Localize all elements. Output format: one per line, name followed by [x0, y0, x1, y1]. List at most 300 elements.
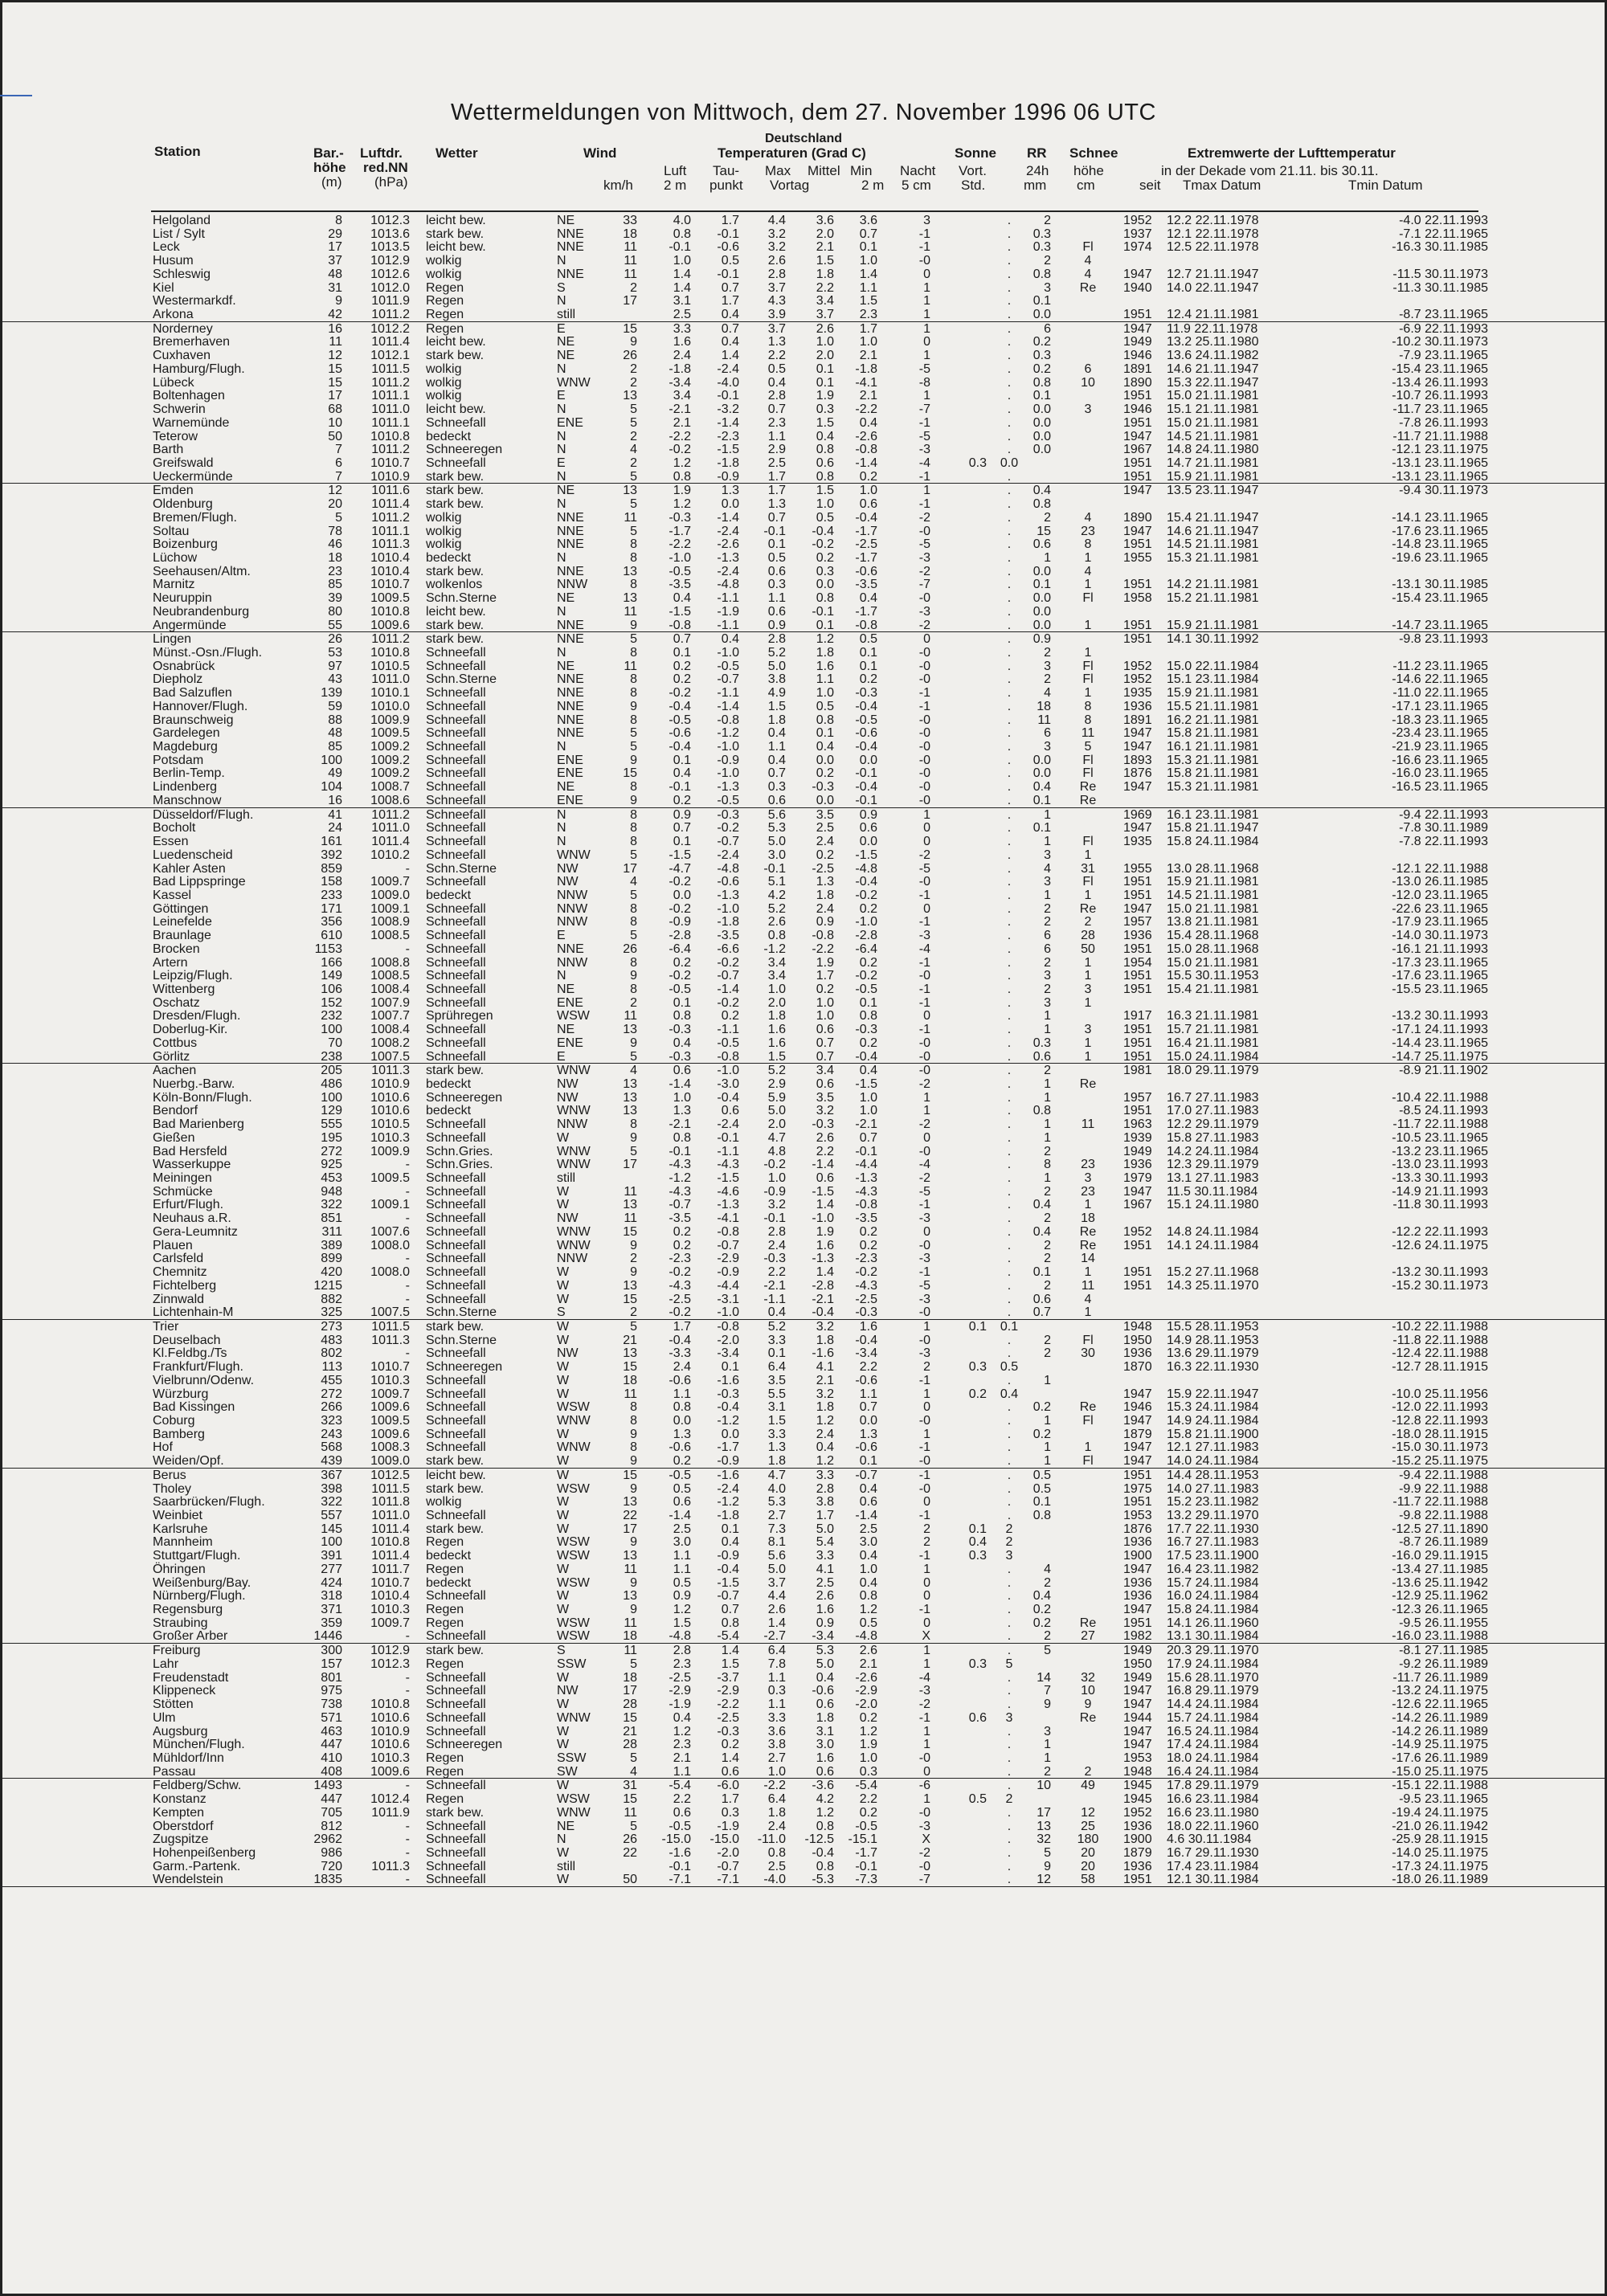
- cell-rain-1: .: [1007, 1684, 1012, 1698]
- cell-record-since: 1945: [1123, 1792, 1152, 1807]
- cell-pressure: 1011.2: [371, 807, 410, 822]
- cell-height: 157: [321, 1657, 342, 1671]
- cell-rain-2: 1: [1044, 550, 1051, 565]
- cell-wind-speed: 11: [624, 1616, 637, 1630]
- cell-record-since: 1935: [1123, 835, 1152, 849]
- cell-weather: wolkig: [426, 375, 462, 390]
- cell-record-tmin: -15.2 30.11.1973: [1392, 1278, 1488, 1293]
- cell-wind-speed: 5: [630, 497, 637, 512]
- cell-record-tmax: 13.8 21.11.1981: [1167, 915, 1259, 929]
- cell-rain-2: 0.0: [1032, 415, 1051, 430]
- cell-pressure: 1012.3: [370, 214, 410, 227]
- table-row: [0, 240, 1607, 254]
- cell-wind-speed: 33: [623, 214, 637, 227]
- cell-temp-max: 7.3: [767, 1522, 786, 1536]
- cell-pressure: 1007.6: [370, 1224, 410, 1239]
- cell-record-tmin: -8.7 23.11.1965: [1399, 308, 1488, 322]
- cell-weather: Regen: [426, 1751, 464, 1765]
- cell-pressure: 1011.2: [371, 308, 410, 322]
- cell-snow-depth: 1: [1084, 1265, 1092, 1280]
- cell-wind-dir: WNW: [557, 1413, 591, 1428]
- cell-wind-speed: 8: [630, 578, 637, 592]
- cell-temp-mean: 0.2: [816, 848, 834, 862]
- cell-station: Seehausen/Altm.: [153, 564, 251, 578]
- cell-height: 705: [321, 1805, 342, 1820]
- cell-temp-max: 0.9: [767, 618, 786, 632]
- cell-temp-mean: -2.8: [812, 1278, 834, 1293]
- cell-pressure: 1011.4: [371, 497, 410, 512]
- cell-temp-mean: 1.2: [816, 632, 834, 647]
- cell-dewpoint: -1.4: [717, 982, 739, 996]
- cell-rain-1: .: [1007, 537, 1012, 552]
- cell-rain-2: 2: [1044, 1064, 1051, 1078]
- cell-snow-depth: 4: [1084, 564, 1092, 578]
- cell-temp-night: -2: [918, 1117, 930, 1132]
- cell-record-since: 1947: [1123, 267, 1152, 281]
- cell-record-since: 1936: [1123, 1346, 1152, 1361]
- cell-station: Magdeburg: [153, 740, 218, 754]
- cell-height: 408: [321, 1764, 342, 1779]
- col-kmh: km/h: [603, 178, 633, 193]
- cell-wind-speed: 8: [630, 915, 637, 929]
- cell-wind-dir: NNW: [557, 1117, 588, 1132]
- table-row: [0, 821, 1607, 835]
- cell-rain-2: 1: [1044, 888, 1051, 902]
- cell-snow-depth: 4: [1084, 510, 1092, 525]
- cell-record-since: 1891: [1123, 713, 1152, 727]
- cell-temp-air: -0.2: [669, 443, 691, 457]
- cell-temp-max: 0.5: [767, 362, 786, 376]
- cell-wind-dir: NNW: [557, 955, 588, 970]
- cell-temp-mean: -1.0: [812, 1211, 834, 1226]
- cell-wind-dir: NW: [557, 1346, 579, 1361]
- cell-station: Düsseldorf/Flugh.: [153, 807, 254, 822]
- cell-wind-speed: 13: [623, 1198, 637, 1212]
- cell-temp-min: -0.4: [855, 510, 877, 525]
- cell-record-tmax: 12.2 29.11.1979: [1167, 1117, 1259, 1132]
- cell-height: 1446: [313, 1629, 342, 1644]
- cell-height: 948: [321, 1184, 342, 1199]
- table-row: [0, 511, 1607, 525]
- cell-station: Wendelstein: [153, 1873, 223, 1887]
- cell-temp-min: -0.6: [855, 1373, 877, 1387]
- cell-height: 139: [321, 686, 342, 701]
- cell-record-tmax: 13.2 25.11.1980: [1167, 335, 1259, 349]
- cell-temp-air: -0.3: [669, 510, 691, 525]
- cell-weather: Schneefall: [426, 1629, 486, 1644]
- table-row: [0, 214, 1607, 227]
- cell-weather: wolkig: [426, 389, 462, 403]
- cell-temp-min: -1.4: [855, 1509, 877, 1522]
- cell-wind-dir: W: [557, 1265, 570, 1280]
- cell-temp-night: 0: [923, 1130, 930, 1145]
- cell-rain-2: 13: [1037, 1819, 1051, 1833]
- cell-snow-depth: 14: [1081, 1252, 1095, 1266]
- cell-wind-dir: W: [557, 1333, 570, 1347]
- cell-height: 41: [328, 807, 342, 822]
- cell-pressure: -: [405, 861, 410, 876]
- cell-record-tmin: -9.4 22.11.1993: [1399, 807, 1488, 822]
- cell-temp-mean: 0.4: [816, 740, 834, 754]
- cell-record-tmax: 15.0 28.11.1968: [1167, 942, 1259, 956]
- cell-rain-1: 2: [1005, 1522, 1013, 1536]
- table-row: [0, 766, 1607, 780]
- cell-temp-min: 1.2: [859, 1724, 877, 1738]
- cell-temp-min: 0.7: [859, 227, 877, 241]
- cell-record-since: 1946: [1123, 349, 1152, 363]
- cell-record-tmin: -11.8 22.11.1988: [1392, 1333, 1488, 1347]
- cell-record-since: 1949: [1123, 1670, 1152, 1685]
- cell-weather: Schneefall: [426, 1509, 486, 1522]
- table-row: [0, 1279, 1607, 1293]
- cell-temp-air: 1.6: [673, 335, 691, 349]
- cell-temp-night: -3: [918, 1819, 930, 1833]
- cell-temp-mean: 0.7: [816, 1036, 834, 1050]
- table-row: [0, 281, 1607, 295]
- cell-pressure: 1009.2: [370, 740, 410, 754]
- col-wetter: Wetter: [435, 145, 478, 161]
- cell-height: 46: [328, 537, 342, 552]
- cell-weather: leicht bew.: [426, 604, 486, 619]
- cell-temp-max: 2.4: [767, 1819, 786, 1833]
- cell-height: 20: [328, 497, 342, 512]
- cell-temp-max: 5.3: [767, 1495, 786, 1510]
- cell-wind-speed: 13: [623, 1104, 637, 1118]
- cell-temp-max: 1.7: [767, 484, 786, 498]
- cell-temp-mean: 0.5: [816, 699, 834, 713]
- cell-wind-dir: NNW: [557, 578, 588, 592]
- cell-snow-depth: 5: [1084, 740, 1092, 754]
- cell-temp-night: -1: [918, 415, 930, 430]
- cell-temp-mean: 0.6: [816, 1764, 834, 1779]
- cell-temp-max: 4.4: [767, 1589, 786, 1604]
- cell-rain-2: 2: [1044, 1764, 1051, 1779]
- cell-weather: Schneefall: [426, 686, 486, 701]
- cell-wind-speed: 50: [623, 1873, 637, 1887]
- cell-height: 812: [321, 1819, 342, 1833]
- cell-record-tmax: 16.7 27.11.1983: [1167, 1535, 1259, 1550]
- cell-height: 486: [321, 1077, 342, 1091]
- cell-snow-depth: 4: [1084, 254, 1092, 268]
- cell-temp-max: 6.4: [767, 1792, 786, 1807]
- cell-temp-max: -1.1: [763, 1292, 786, 1306]
- cell-temp-night: -7: [918, 1873, 930, 1887]
- cell-temp-air: -1.2: [669, 1171, 691, 1186]
- cell-temp-air: 2.3: [673, 1738, 691, 1752]
- cell-height: 420: [321, 1265, 342, 1280]
- cell-rain-1: .: [1007, 429, 1012, 443]
- table-row: [0, 1589, 1607, 1603]
- cell-temp-max: -0.1: [763, 524, 786, 538]
- cell-temp-min: 0.9: [859, 807, 877, 822]
- cell-station: Schwerin: [153, 402, 206, 417]
- cell-record-tmin: -13.0 23.11.1993: [1392, 1158, 1488, 1172]
- cell-pressure: -: [405, 1292, 410, 1306]
- cell-temp-night: -1: [918, 497, 930, 512]
- cell-record-tmax: 15.8 21.11.1981: [1167, 766, 1259, 781]
- cell-rain-1: .: [1007, 604, 1012, 619]
- cell-temp-min: -4.3: [855, 1184, 877, 1199]
- cell-record-tmax: 12.7 21.11.1947: [1167, 267, 1259, 281]
- cell-temp-air: 0.4: [673, 591, 691, 606]
- cell-temp-air: -0.6: [669, 1373, 691, 1387]
- col-schnee-1: Schnee: [1069, 145, 1118, 161]
- cell-record-tmax: 15.4 21.11.1981: [1167, 982, 1259, 996]
- cell-temp-max: 2.2: [767, 349, 786, 363]
- cell-weather: stark bew.: [426, 1805, 485, 1820]
- cell-temp-max: 5.2: [767, 1319, 786, 1334]
- cell-temp-mean: 0.7: [816, 1049, 834, 1064]
- cell-height: 801: [321, 1670, 342, 1685]
- table-row: [0, 1265, 1607, 1279]
- cell-record-tmax: 12.5 22.11.1978: [1167, 240, 1259, 255]
- table-row: [0, 1603, 1607, 1616]
- cell-record-since: 1951: [1123, 456, 1152, 470]
- cell-pressure: 1009.0: [370, 888, 410, 902]
- cell-station: Köln-Bonn/Flugh.: [153, 1090, 252, 1105]
- cell-height: 300: [321, 1644, 342, 1658]
- cell-rain-1: .: [1007, 240, 1012, 255]
- cell-record-tmin: -11.7 22.11.1988: [1392, 1495, 1488, 1510]
- cell-record-tmax: 15.8 24.11.1984: [1167, 835, 1259, 849]
- cell-temp-max: 5.0: [767, 1562, 786, 1576]
- cell-rain-2: 3: [1044, 848, 1051, 862]
- cell-dewpoint: -2.3: [717, 429, 739, 443]
- cell-wind-dir: WSW: [557, 1629, 590, 1644]
- table-row: [0, 1346, 1607, 1360]
- cell-weather: Schneefall: [426, 995, 486, 1010]
- cell-record-since: 1951: [1123, 578, 1152, 592]
- cell-snow-depth: 3: [1084, 982, 1092, 996]
- cell-dewpoint: -1.3: [717, 1198, 739, 1212]
- cell-height: 97: [328, 659, 342, 673]
- cell-record-tmax: 16.7 27.11.1983: [1167, 1090, 1259, 1105]
- cell-dewpoint: 0.8: [721, 1616, 739, 1630]
- cell-temp-night: -0: [918, 1805, 930, 1820]
- cell-record-since: 1936: [1123, 1158, 1152, 1172]
- cell-station: Chemnitz: [153, 1265, 207, 1280]
- cell-temp-min: -5.4: [855, 1779, 877, 1793]
- cell-record-tmax: 16.1 23.11.1981: [1167, 807, 1259, 822]
- cell-temp-min: 0.1: [859, 995, 877, 1010]
- cell-rain-2: 0.1: [1032, 389, 1051, 403]
- cell-temp-mean: 1.0: [816, 686, 834, 701]
- cell-weather: Schneeregen: [426, 443, 503, 457]
- cell-station: Bocholt: [153, 821, 196, 835]
- cell-wind-dir: NNE: [557, 510, 584, 525]
- cell-record-since: 1950: [1123, 1657, 1152, 1671]
- cell-dewpoint: 1.7: [721, 214, 739, 227]
- cell-rain-1: .: [1007, 1454, 1012, 1469]
- cell-rain-1: .: [1007, 1724, 1012, 1738]
- cell-temp-night: 1: [923, 484, 930, 498]
- cell-rain-1: .: [1007, 469, 1012, 484]
- cell-temp-air: -0.5: [669, 713, 691, 727]
- cell-wind-speed: 17: [623, 294, 637, 308]
- cell-temp-mean: 1.9: [816, 955, 834, 970]
- cell-temp-night: -1: [918, 1265, 930, 1280]
- cell-station: Coburg: [153, 1413, 195, 1428]
- cell-temp-min: -2.0: [855, 1697, 877, 1712]
- cell-record-tmax: 15.8 21.11.1900: [1167, 1427, 1259, 1441]
- cell-temp-min: -2.6: [855, 1670, 877, 1685]
- cell-temp-night: -1: [918, 699, 930, 713]
- cell-temp-mean: -3.6: [812, 1779, 834, 1793]
- cell-wind-dir: ENE: [557, 415, 583, 430]
- cell-temp-min: 0.2: [859, 1036, 877, 1050]
- cell-rain-1: 3: [1005, 1710, 1013, 1725]
- cell-temp-night: -0: [918, 766, 930, 781]
- cell-station: Klippeneck: [153, 1684, 216, 1698]
- cell-rain-1: 2: [1005, 1792, 1013, 1807]
- cell-dewpoint: -1.2: [717, 726, 739, 741]
- cell-weather: leicht bew.: [426, 240, 486, 255]
- cell-temp-air: -0.2: [669, 1265, 691, 1280]
- cell-weather: stark bew.: [426, 484, 485, 498]
- cell-record-tmin: -21.9 23.11.1965: [1392, 740, 1488, 754]
- cell-rain-1: 0.5: [1000, 1360, 1019, 1375]
- cell-temp-air: -0.5: [669, 1468, 691, 1482]
- cell-dewpoint: -1.0: [717, 1305, 739, 1320]
- cell-weather: Schn.Sterne: [426, 861, 497, 876]
- cell-pressure: 1011.5: [371, 362, 410, 376]
- cell-temp-air: 1.7: [673, 1319, 691, 1334]
- cell-height: 15: [328, 375, 342, 390]
- cell-temp-air: 3.0: [673, 1535, 691, 1550]
- cell-temp-min: -0.2: [855, 888, 877, 902]
- cell-temp-max: 1.4: [767, 1616, 786, 1630]
- cell-wind-dir: N: [557, 835, 566, 849]
- cell-weather: Schneefall: [426, 835, 486, 849]
- cell-height: 322: [321, 1495, 342, 1510]
- cell-record-tmax: 15.2 23.11.1982: [1167, 1495, 1259, 1510]
- cell-temp-night: -3: [918, 1346, 930, 1361]
- cell-record-tmin: -12.9 25.11.1962: [1392, 1589, 1488, 1604]
- cell-height: 975: [321, 1684, 342, 1698]
- cell-record-tmin: -9.8 23.11.1993: [1399, 632, 1488, 647]
- table-row: [0, 1549, 1607, 1563]
- cell-pressure: -: [405, 1184, 410, 1199]
- cell-pressure: 1011.3: [371, 537, 410, 552]
- cell-pressure: 1009.6: [370, 1427, 410, 1441]
- cell-record-since: 1951: [1123, 1036, 1152, 1050]
- cell-temp-air: 1.2: [673, 497, 691, 512]
- cell-temp-mean: 0.6: [816, 1697, 834, 1712]
- cell-snow-depth: 1: [1084, 550, 1092, 565]
- cell-station: Lübeck: [153, 375, 194, 390]
- cell-wind-speed: 26: [623, 349, 637, 363]
- cell-rain-2: 1: [1044, 1440, 1051, 1455]
- cell-record-since: 1937: [1123, 227, 1152, 241]
- cell-dewpoint: -3.0: [717, 1077, 739, 1091]
- cell-temp-max: 0.6: [767, 604, 786, 619]
- cell-record-tmin: -11.7 21.11.1988: [1392, 429, 1488, 443]
- cell-wind-speed: 5: [630, 848, 637, 862]
- cell-temp-max: 3.8: [767, 672, 786, 687]
- cell-record-tmin: -12.7 28.11.1915: [1392, 1360, 1488, 1375]
- cell-dewpoint: -6.6: [717, 942, 739, 956]
- cell-wind-dir: NNE: [557, 227, 584, 241]
- cell-station: Soltau: [153, 524, 190, 538]
- cell-station: Barth: [153, 443, 184, 457]
- cell-temp-min: -0.1: [855, 766, 877, 781]
- cell-dewpoint: 0.7: [721, 1603, 739, 1617]
- cell-temp-max: 3.3: [767, 1710, 786, 1725]
- cell-temp-max: 5.2: [767, 1064, 786, 1078]
- cell-rain-1: .: [1007, 402, 1012, 417]
- cell-rain-2: 3: [1044, 280, 1051, 295]
- cell-temp-air: -7.1: [669, 1873, 691, 1887]
- cell-pressure: 1009.6: [370, 1400, 410, 1415]
- cell-temp-mean: -2.5: [812, 861, 834, 876]
- table-row: [0, 1684, 1607, 1697]
- cell-temp-mean: 0.9: [816, 1616, 834, 1630]
- cell-rain-2: 1: [1044, 1130, 1051, 1145]
- cell-wind-speed: 5: [630, 632, 637, 647]
- cell-rain-1: .: [1007, 1603, 1012, 1617]
- cell-temp-mean: 3.5: [816, 807, 834, 822]
- cell-weather: Schneefall: [426, 713, 486, 727]
- cell-temp-air: 0.9: [673, 807, 691, 822]
- cell-temp-night: -0: [918, 1413, 930, 1428]
- cell-height: 447: [321, 1792, 342, 1807]
- cell-wind-dir: E: [557, 321, 566, 336]
- cell-dewpoint: -1.8: [717, 1509, 739, 1522]
- table-row: [0, 254, 1607, 268]
- table-row: [0, 1050, 1607, 1064]
- cell-temp-mean: 1.8: [816, 888, 834, 902]
- cell-temp-air: 0.7: [673, 632, 691, 647]
- cell-temp-mean: -0.2: [812, 537, 834, 552]
- cell-weather: wolkenlos: [426, 578, 483, 592]
- cell-record-tmax: 16.3 22.11.1930: [1167, 1360, 1259, 1375]
- cell-wind-speed: 13: [623, 564, 637, 578]
- cell-wind-speed: 5: [630, 524, 637, 538]
- cell-record-since: 1947: [1123, 740, 1152, 754]
- cell-station: Gera-Leumnitz: [153, 1224, 238, 1239]
- cell-weather: Regen: [426, 1603, 464, 1617]
- cell-temp-max: 2.9: [767, 1077, 786, 1091]
- cell-snow-depth: Fl: [1082, 240, 1094, 255]
- cell-rain-2: 0.0: [1032, 443, 1051, 457]
- cell-temp-min: 0.2: [859, 1238, 877, 1252]
- cell-dewpoint: -0.8: [717, 1049, 739, 1064]
- cell-temp-min: 2.1: [859, 1657, 877, 1671]
- cell-record-tmin: -18.0 28.11.1915: [1392, 1427, 1488, 1441]
- cell-height: 59: [328, 699, 342, 713]
- cell-record-tmax: 14.0 27.11.1983: [1167, 1481, 1259, 1496]
- cell-weather: Schneefall: [426, 1184, 486, 1199]
- cell-station: Oberstdorf: [153, 1819, 214, 1833]
- cell-record-tmax: 18.0 24.11.1984: [1167, 1751, 1259, 1765]
- cell-temp-air: 1.4: [673, 280, 691, 295]
- cell-snow-depth: 1: [1084, 1440, 1092, 1455]
- cell-record-tmax: 15.0 21.11.1981: [1167, 389, 1259, 403]
- cell-dewpoint: -0.1: [717, 227, 739, 241]
- cell-record-since: 1951: [1123, 308, 1152, 322]
- cell-rain-1: .: [1007, 1252, 1012, 1266]
- cell-rain-1: .: [1007, 1265, 1012, 1280]
- cell-station: Feldberg/Schw.: [153, 1779, 242, 1793]
- cell-wind-dir: NNE: [557, 699, 584, 713]
- cell-temp-min: 1.1: [859, 280, 877, 295]
- cell-record-tmax: 16.6 23.11.1984: [1167, 1792, 1259, 1807]
- cell-station: Mühldorf/Inn: [153, 1751, 224, 1765]
- cell-snow-depth: 1: [1084, 995, 1092, 1010]
- cell-temp-mean: 0.0: [816, 753, 834, 767]
- cell-wind-dir: NE: [557, 659, 575, 673]
- cell-station: Neuruppin: [153, 591, 212, 606]
